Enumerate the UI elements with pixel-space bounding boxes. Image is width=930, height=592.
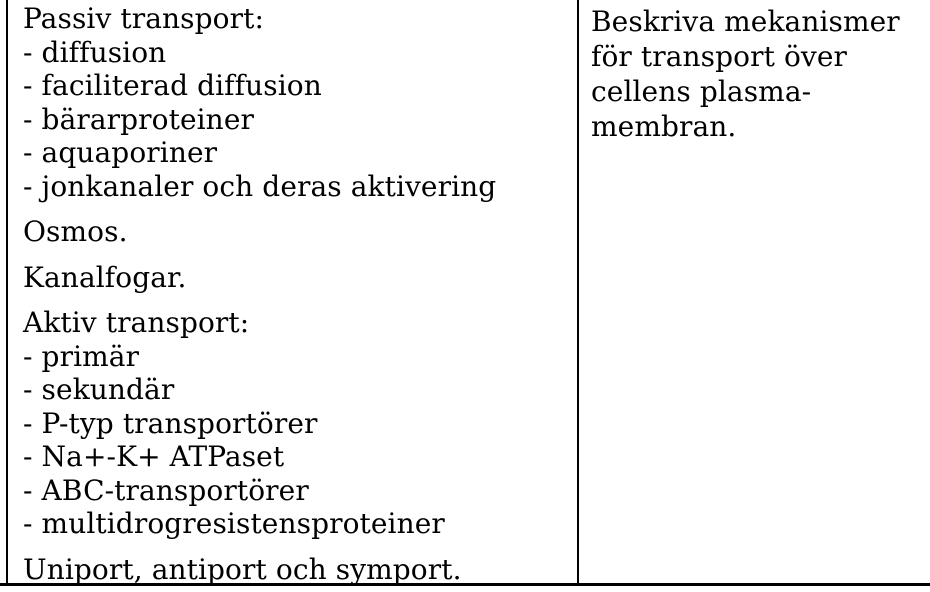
text-line: - diffusion <box>23 35 167 69</box>
text-line: - sekundär <box>23 373 175 406</box>
paragraph <box>23 261 568 295</box>
text-line: - primär <box>23 339 140 373</box>
paragraph <box>23 306 568 541</box>
table-cell-learning-objective <box>591 4 921 144</box>
text-line: för transport över <box>591 40 847 73</box>
table-column-divider <box>577 0 579 584</box>
table-cell-course-content <box>23 2 568 586</box>
table-left-border <box>6 0 8 584</box>
text-line: Uniport, antiport och symport. <box>23 552 462 586</box>
text-line: - faciliterad diffusion <box>23 69 322 102</box>
text-line: - Na+-K+ ATPaset <box>23 440 285 473</box>
text-line: Beskriva mekanismer <box>591 5 900 38</box>
text-line: Aktiv transport: <box>23 306 250 339</box>
paragraph <box>23 553 568 587</box>
text-line: cellens plasma- <box>591 75 812 108</box>
text-line: - jonkanaler och deras aktivering <box>23 169 497 203</box>
text-line: - ABC-transportörer <box>23 473 309 507</box>
paragraph <box>23 2 568 203</box>
text-line: membran. <box>591 110 737 143</box>
paragraph <box>23 215 568 249</box>
text-line: Kanalfogar. <box>23 260 187 294</box>
paragraph <box>591 4 921 144</box>
text-line: - aquaporiner <box>23 136 218 169</box>
text-line: - P-typ transportörer <box>23 406 318 440</box>
text-line: Passiv transport: <box>23 2 264 35</box>
text-line: Osmos. <box>23 215 128 248</box>
text-line: - multidrogresistensproteiner <box>23 507 445 540</box>
text-line: - bärarproteiner <box>23 102 254 136</box>
